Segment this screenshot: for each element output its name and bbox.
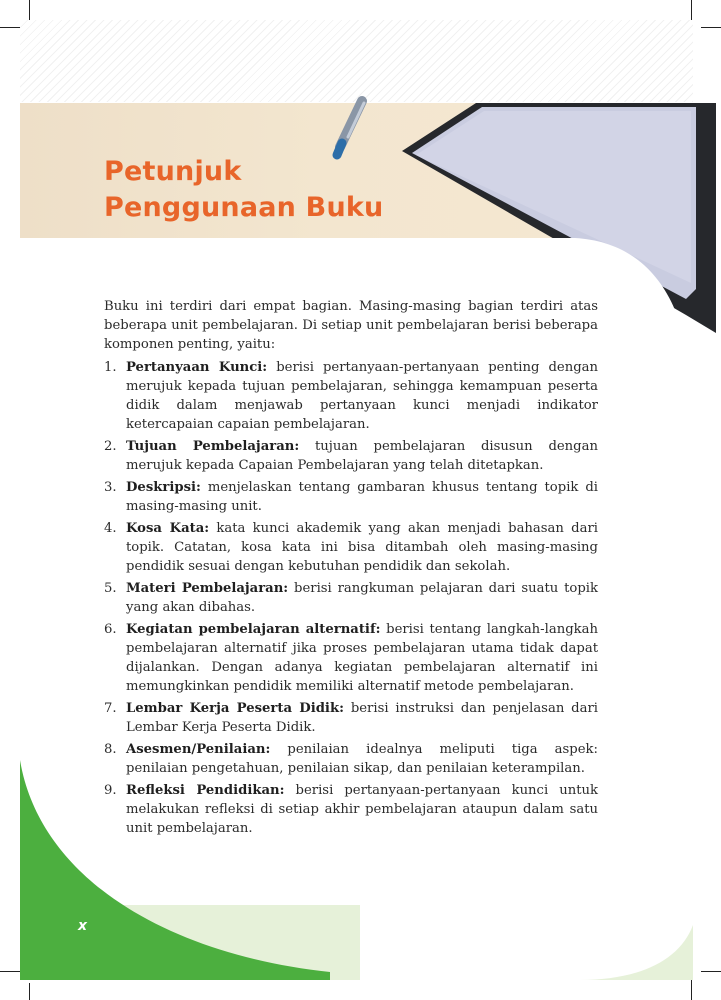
list-item bbox=[104, 741, 598, 779]
item-desc: penilaian idealnya meliputi tiga aspek: penilaian pengetahuan, penilaian sikap, dan penilaian keterampilan. bbox=[126, 742, 598, 776]
intro-paragraph: Buku ini terdiri dari empat bagian. Masing-masing bagian terdiri atas beberapa unit pembelajaran. Di setiap unit pembelajaran berisi beberapa komponen penting, yaitu: bbox=[104, 299, 598, 352]
item-number: 1. bbox=[104, 360, 117, 376]
crop-mark bbox=[29, 980, 30, 1000]
item-desc: berisi instruksi dan penjelasan dari Lembar Kerja Peserta Didik. bbox=[126, 700, 598, 735]
crop-mark bbox=[691, 980, 692, 1000]
crop-mark bbox=[0, 971, 20, 972]
item-desc: menjelaskan tentang gambaran khusus tentang topik di masing-masing unit. bbox=[126, 480, 598, 514]
list-item bbox=[104, 479, 598, 517]
item-desc: berisi tentang langkah-langkah pembelajaran alternatif jika proses pembelajaran utama tidak dapat dijalankan. Dengan adanya kegiatan pembelajaran alternatif ini memungkinkan pendidik memiliki alternatif metode pembelajaran. bbox=[126, 622, 598, 694]
title-line-2: Penggunaan Buku bbox=[104, 192, 384, 223]
item-number: 7. bbox=[104, 700, 117, 716]
list-item bbox=[104, 700, 598, 738]
item-number: 5. bbox=[104, 581, 117, 597]
item-term: Tujuan Pembelajaran: bbox=[126, 439, 300, 455]
item-desc: berisi pertanyaan-pertanyaan kunci untuk melakukan refleksi di setiap akhir pembelajaran ataupun dalam satu unit pembelajaran. bbox=[126, 783, 598, 836]
item-desc: berisi pertanyaan-pertanyaan penting dengan merujuk kepada tujuan pembelajaran, sehingga kemampuan peserta didik dalam menjawab pertanyaan kunci menjadi indikator ketercapaian capaian pembelajaran. bbox=[126, 360, 598, 432]
item-term: Deskripsi: bbox=[126, 480, 201, 496]
item-number: 8. bbox=[104, 742, 117, 758]
item-term: Kegiatan pembelajaran alternatif: bbox=[126, 622, 381, 638]
item-term: Materi Pembelajaran: bbox=[126, 581, 289, 597]
item-desc: tujuan pembelajaran disusun dengan merujuk kepada Capaian Pembelajaran yang telah ditetapkan. bbox=[126, 439, 598, 473]
title-line-1: Petunjuk bbox=[104, 156, 242, 187]
item-number: 9. bbox=[104, 783, 117, 799]
white-card-bottom bbox=[360, 905, 693, 980]
page-number: x bbox=[78, 918, 88, 934]
list-item bbox=[104, 621, 598, 696]
item-number: 6. bbox=[104, 622, 117, 638]
crop-mark bbox=[0, 27, 20, 28]
crop-mark bbox=[701, 27, 721, 28]
item-number: 4. bbox=[104, 521, 117, 537]
crop-mark bbox=[29, 0, 30, 20]
list-item bbox=[104, 359, 598, 434]
page-title bbox=[104, 154, 383, 226]
list-item bbox=[104, 438, 598, 476]
component-list bbox=[104, 359, 598, 838]
item-number: 2. bbox=[104, 439, 117, 455]
item-desc: kata kunci akademik yang akan menjadi bahasan dari topik. Catatan, kosa kata ini bisa ditambah oleh masing-masing pendidik sesuai dengan kebutuhan pendidik dan sekolah. bbox=[126, 521, 598, 574]
item-term: Refleksi Pendidikan: bbox=[126, 783, 285, 799]
item-term: Asesmen/Penilaian: bbox=[126, 742, 271, 758]
item-desc: berisi rangkuman pelajaran dari suatu topik yang akan dibahas. bbox=[126, 581, 598, 615]
item-term: Pertanyaan Kunci: bbox=[126, 360, 268, 376]
item-term: Kosa Kata: bbox=[126, 521, 210, 537]
item-number: 3. bbox=[104, 480, 117, 496]
list-item bbox=[104, 580, 598, 618]
body-text bbox=[104, 298, 598, 842]
item-term: Lembar Kerja Peserta Didik: bbox=[126, 700, 344, 716]
list-item bbox=[104, 782, 598, 838]
crop-mark bbox=[701, 971, 721, 972]
crop-mark bbox=[691, 0, 692, 20]
hatched-top-band bbox=[20, 20, 693, 102]
list-item bbox=[104, 520, 598, 576]
